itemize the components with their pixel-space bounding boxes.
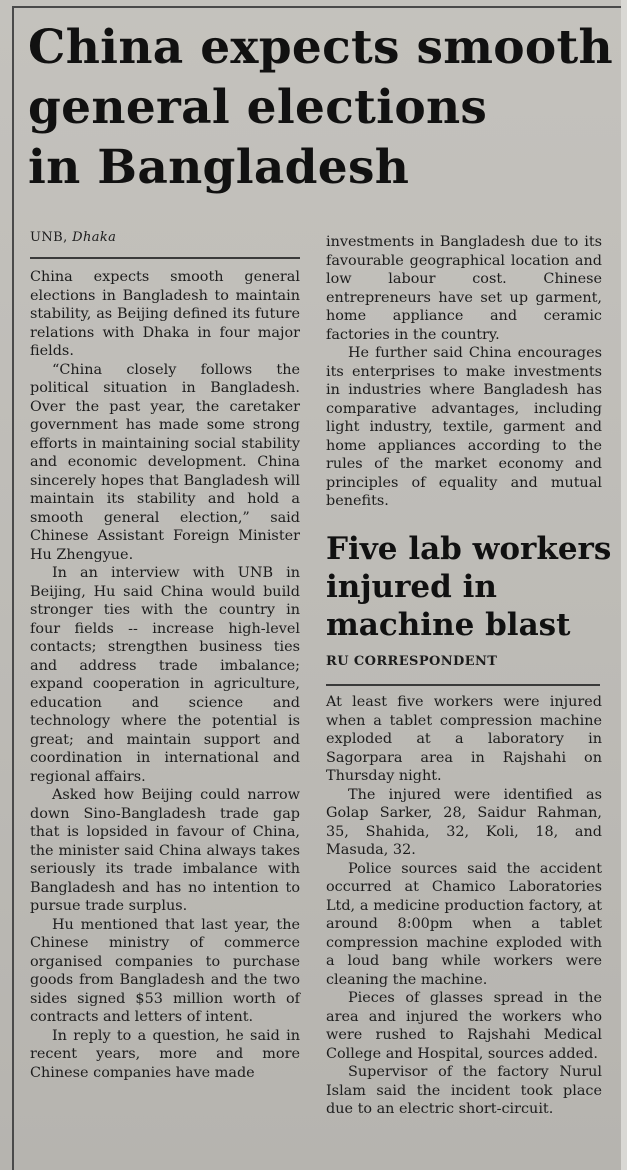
paragraph: Hu mentioned that last year, the Chinese ministry of commerce organised companies to purchase goods from Bangladesh and the two sides signed $53 million worth of contracts and letters of intent. [30,916,300,1025]
paragraph: At least five workers were injured when a tablet compression machine exploded at a laboratory in Sagorpara area in Rajshahi on Thursday night. [326,694,602,784]
paragraph: In reply to a question, he said in recent years, more and more Chinese companies have made [30,1027,300,1081]
main-headline [28,18,618,198]
main-byline [30,230,116,245]
paragraph: China expects smooth general elections in Bangladesh to maintain stability, as Beijing defined its future relations with Dhaka in four major fields. [30,269,300,359]
paragraph: Asked how Beijing could narrow down Sino-Bangladesh trade gap that is lopsided in favour of China, the minister said China always takes seriously its trade imbalance with Bangladesh and has no intention to pursue trade surplus. [30,787,300,914]
top-rule [12,6,621,8]
byline-rule [30,257,300,259]
paragraph: The injured were identified as Golap Sarker, 28, Saidur Rahman, 35, Shahida, 32, Koli, 18, and Masuda, 32. [326,786,602,858]
headline-line: injured in [326,569,497,605]
second-article-body [326,693,602,1119]
left-column-rule [12,6,14,1170]
paragraph: Pieces of glasses spread in the area and injured the workers who were rushed to Rajshahi Medical College and Hospital, sources added. [326,990,602,1062]
byline-place: Dhaka [72,230,117,245]
paragraph: investments in Bangladesh due to its favourable geographical location and low labour cost. Chinese entrepreneurs have set up garment, home appliance and ceramic factories in the country. [326,234,602,343]
headline-line: machine blast [326,607,571,643]
second-byline: RU CORRESPONDENT [326,654,498,669]
paragraph: In an interview with UNB in Beijing, Hu said China would build stronger ties with the country in four fields -- increase high-level contacts; strengthen business ties and address trade imbalance; expand cooperation in agriculture, education and science and technology where the potential is great; and maintain support and coordination in international and regional affairs. [30,565,300,785]
second-headline [326,530,612,644]
headline-line: Five lab workers [326,531,612,567]
headline-line: China expects smooth [28,20,614,75]
headline-line: in Bangladesh [28,140,410,195]
second-byline-rule [326,684,600,686]
byline-agency: UNB, [30,230,73,245]
paragraph: “China closely follows the political situation in Bangladesh. Over the past year, the caretaker government has made some strong efforts in maintaining social stability and economic development. China sincerely hopes that Bangladesh will maintain its stability and hold a smooth general election,” said Chinese Assistant Foreign Minister Hu Zhengyue. [30,361,300,563]
headline-line: general elections [28,80,488,135]
page-edge [621,0,627,1170]
main-article-right-column [326,233,602,511]
main-article-left-column [30,268,300,1082]
paragraph: Police sources said the accident occurred at Chamico Laboratories Ltd, a medicine production factory, at around 8:00pm when a tablet compression machine exploded with a loud bang while workers were cleaning the machine. [326,860,602,988]
paragraph: Supervisor of the factory Nurul Islam said the incident took place due to an electric short-circuit. [326,1064,602,1117]
paragraph: He further said China encourages its enterprises to make investments in industries where Bangladesh has comparative advantages, including light industry, textile, garment and home appliances according to the rules of the market economy and principles of equality and mutual benefits. [326,345,602,509]
